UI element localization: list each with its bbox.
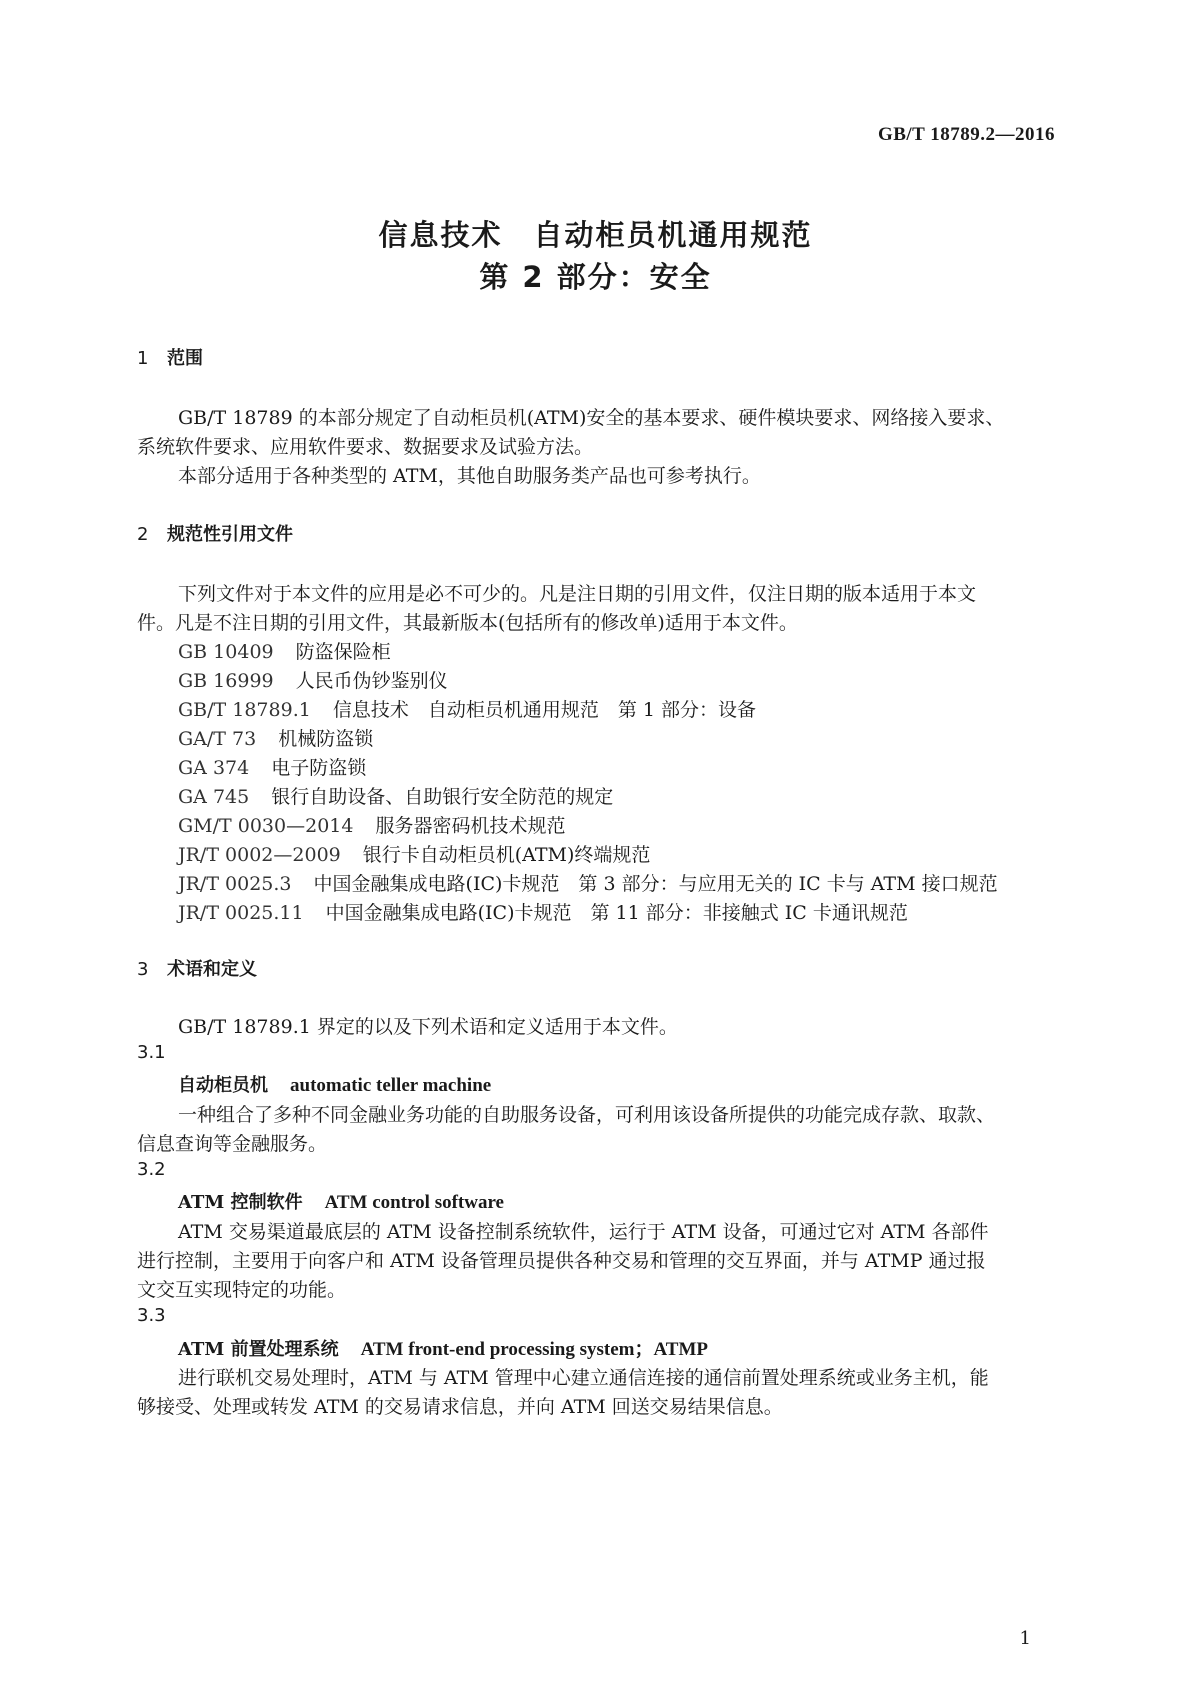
section-title: 范围 xyxy=(167,348,203,369)
reference-item xyxy=(178,898,908,925)
section-2-heading xyxy=(137,520,293,546)
definition-line: 一种组合了多种不同金融业务功能的自助服务设备，可利用该设备所提供的功能完成存款、取款、 xyxy=(178,1104,996,1126)
standard-code: GB/T 18789.2—2016 xyxy=(877,124,1055,145)
reference-item xyxy=(178,724,373,751)
reference-title: 银行卡自动柜员机(ATM)终端规范 xyxy=(362,844,651,866)
document-title-line2: 第 2 部分：安全 xyxy=(479,260,712,294)
definition-line: 信息查询等金融服务。 xyxy=(137,1133,328,1155)
reference-item xyxy=(178,811,565,838)
reference-title: 电子防盗锁 xyxy=(271,757,367,779)
reference-code: JR/T 0025.3 xyxy=(178,873,292,895)
term-number: 3.1 xyxy=(137,1042,166,1063)
definition-line: 够接受、处理或转发 ATM 的交易请求信息，并向 ATM 回送交易结果信息。 xyxy=(137,1396,783,1418)
section-title: 规范性引用文件 xyxy=(167,524,293,545)
page-number: 1 xyxy=(1019,1628,1031,1649)
reference-item xyxy=(178,753,366,780)
reference-item xyxy=(178,840,650,867)
reference-title: 中国金融集成电路(IC)卡规范 第 11 部分：非接触式 IC 卡通讯规范 xyxy=(325,902,908,924)
definition-line: 文交互实现特定的功能。 xyxy=(137,1279,347,1301)
term-name-en: ATM control software xyxy=(324,1192,504,1213)
paragraph-line: GB/T 18789 的本部分规定了自动柜员机(ATM)安全的基本要求、硬件模块要求、网络接入要求、 xyxy=(178,407,1005,429)
term-name-en: automatic teller machine xyxy=(290,1075,492,1096)
term-number: 3.2 xyxy=(137,1159,166,1180)
paragraph-line: 件。凡是不注日期的引用文件，其最新版本(包括所有的修改单)适用于本文件。 xyxy=(137,612,798,634)
term-name xyxy=(178,1071,491,1097)
definition-line: 进行控制，主要用于向客户和 ATM 设备管理员提供各种交易和管理的交互界面，并与 ATMP 通过报 xyxy=(137,1250,986,1272)
paragraph-line: 本部分适用于各种类型的 ATM，其他自助服务类产品也可参考执行。 xyxy=(178,465,761,487)
section-1-heading xyxy=(137,344,203,370)
section-title: 术语和定义 xyxy=(167,959,257,980)
reference-title: 中国金融集成电路(IC)卡规范 第 3 部分：与应用无关的 IC 卡与 ATM 接口规范 xyxy=(313,873,998,895)
section-3-heading xyxy=(137,955,257,981)
section-number: 2 xyxy=(137,524,149,545)
term-name-zh: ATM 前置处理系统 xyxy=(178,1339,339,1360)
reference-title: 服务器密码机技术规范 xyxy=(375,815,566,837)
reference-code: GA 745 xyxy=(178,786,250,808)
reference-code: JR/T 0025.11 xyxy=(178,902,304,924)
reference-item xyxy=(178,637,391,664)
section-number: 3 xyxy=(137,959,149,980)
reference-code: JR/T 0002—2009 xyxy=(178,844,341,866)
definition-line: 进行联机交易处理时，ATM 与 ATM 管理中心建立通信连接的通信前置处理系统或业务主机，能 xyxy=(178,1367,989,1389)
reference-title: 机械防盗锁 xyxy=(278,728,374,750)
term-name-zh: ATM 控制软件 xyxy=(178,1192,303,1213)
section-number: 1 xyxy=(137,348,149,369)
reference-code: GB 16999 xyxy=(178,670,274,692)
paragraph-line: 下列文件对于本文件的应用是必不可少的。凡是注日期的引用文件，仅注日期的版本适用于本文 xyxy=(178,583,977,605)
reference-item xyxy=(178,666,448,693)
term-name-en: ATM front-end processing system；ATMP xyxy=(360,1339,709,1360)
definition-line: ATM 交易渠道最底层的 ATM 设备控制系统软件，运行于 ATM 设备，可通过它对 ATM 各部件 xyxy=(178,1221,989,1243)
paragraph-line: GB/T 18789.1 界定的以及下列术语和定义适用于本文件。 xyxy=(178,1016,678,1038)
document-title-line1: 信息技术 自动柜员机通用规范 xyxy=(378,218,813,252)
reference-code: GB/T 18789.1 xyxy=(178,699,311,721)
reference-code: GM/T 0030—2014 xyxy=(178,815,354,837)
term-name xyxy=(178,1334,708,1361)
term-name-zh: 自动柜员机 xyxy=(178,1075,268,1096)
term-number: 3.3 xyxy=(137,1305,166,1326)
reference-title: 银行自助设备、自助银行安全防范的规定 xyxy=(271,786,614,808)
term-name xyxy=(178,1188,504,1214)
reference-code: GB 10409 xyxy=(178,641,274,663)
reference-title: 人民币伪钞鉴别仪 xyxy=(295,670,448,692)
reference-code: GA/T 73 xyxy=(178,728,257,750)
reference-title: 防盗保险柜 xyxy=(295,641,391,663)
reference-item xyxy=(178,695,756,722)
reference-title: 信息技术 自动柜员机通用规范 第 1 部分：设备 xyxy=(332,699,756,721)
paragraph-line: 系统软件要求、应用软件要求、数据要求及试验方法。 xyxy=(137,436,594,458)
reference-code: GA 374 xyxy=(178,757,250,779)
reference-item xyxy=(178,869,998,896)
reference-item xyxy=(178,782,613,809)
